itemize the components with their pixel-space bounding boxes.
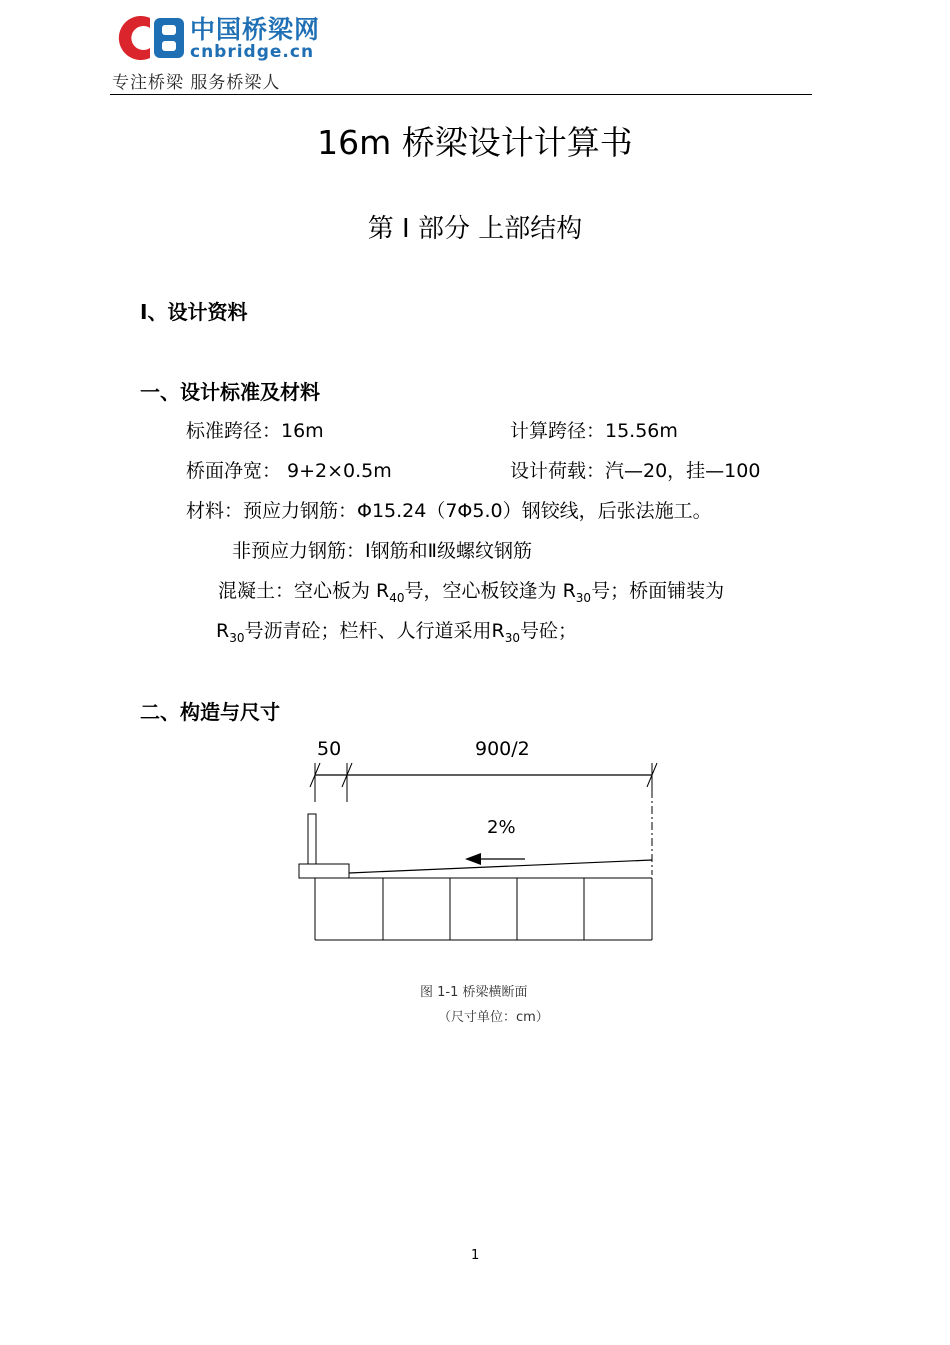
section-heading-design-data: I、设计资料 bbox=[140, 300, 248, 324]
header-divider bbox=[110, 94, 812, 95]
section-heading-structure: 二、构造与尺寸 bbox=[140, 700, 280, 724]
materials-prestressed: 材料：预应力钢筋：Φ15.24（7Φ5.0）钢铰线，后张法施工。 bbox=[186, 500, 712, 522]
section-heading-standards: 一、设计标准及材料 bbox=[140, 380, 320, 404]
calculation-span: 计算跨径：15.56m bbox=[510, 420, 678, 442]
page-number: 1 bbox=[471, 1248, 480, 1263]
part-title: 第 I 部分 上部结构 bbox=[367, 214, 583, 244]
materials-non-prestressed: 非预应力钢筋：Ⅰ钢筋和Ⅱ级螺纹钢筋 bbox=[232, 540, 532, 562]
logo-url: cnbridge.cn bbox=[190, 42, 315, 62]
concrete-line-2: $R_{30}$号沥青砼；栏杆、人行道采用$R_{30}$号砼； bbox=[216, 620, 577, 645]
bridge-cross-section-figure bbox=[295, 730, 675, 950]
concrete-line-1: 混凝土：空心板为 $R_{40}$号，空心板铰逢为 $R_{30}$号；桥面铺装为 bbox=[218, 580, 725, 605]
deck-width: 桥面净宽： 9+2×0.5m bbox=[186, 460, 392, 482]
standard-span: 标准跨径：16m bbox=[186, 420, 324, 442]
cnbridge-logo-icon bbox=[110, 12, 186, 64]
design-load: 设计荷载：汽—20，挂—100 bbox=[510, 460, 761, 482]
dimension-label-900-2: 900/2 bbox=[475, 738, 530, 760]
dimension-label-50: 50 bbox=[317, 738, 342, 760]
document-title: 16m 桥梁设计计算书 bbox=[317, 123, 633, 162]
slope-label: 2% bbox=[487, 817, 516, 838]
logo-chinese-name: 中国桥梁网 bbox=[190, 15, 321, 44]
figure-caption: 图 1-1 桥梁横断面 bbox=[420, 985, 528, 1000]
figure-units: （尺寸单位：cm） bbox=[438, 1010, 549, 1025]
logo-slogan: 专注桥梁 服务桥梁人 bbox=[112, 73, 281, 93]
